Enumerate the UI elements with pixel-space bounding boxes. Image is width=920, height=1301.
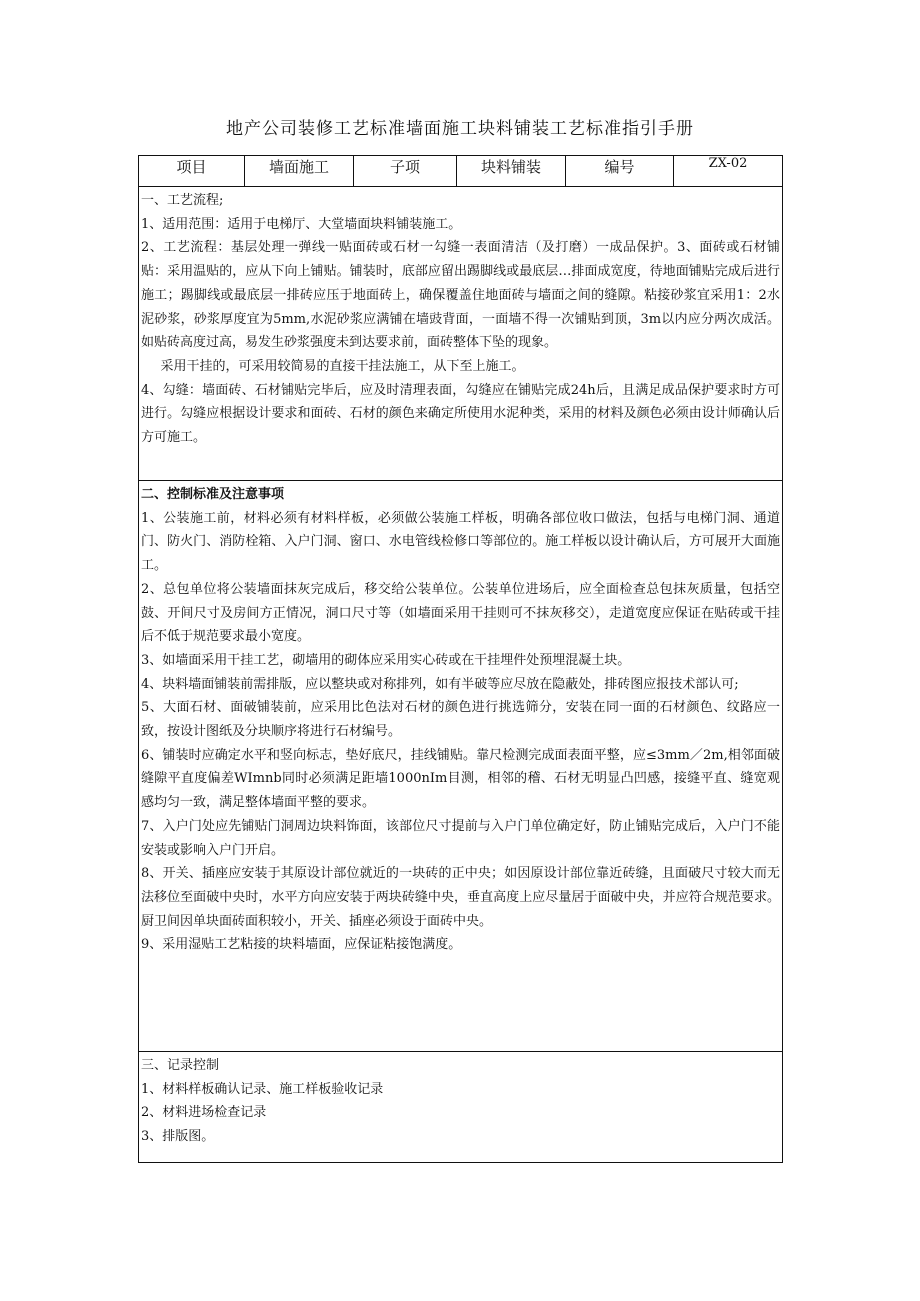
standard-table [138, 155, 783, 1163]
record-item: 1、材料样板确认记录、施工样板验收记录 [141, 1081, 384, 1097]
header-project-value: 墙面施工 [245, 156, 354, 187]
control-item: 3、如墙面采用干挂工艺，砌墙用的砌体应采用实心砖或在干挂埋件处预埋混凝土块。 [141, 652, 631, 668]
header-subitem-value: 块料铺装 [457, 156, 566, 187]
section-control-row [139, 481, 783, 1052]
section-process [139, 187, 783, 481]
section-process-row [139, 187, 783, 481]
header-project-label: 项目 [139, 156, 245, 187]
control-item: 9、采用湿贴工艺粘接的块料墙面，应保证粘接饱满度。 [141, 937, 462, 953]
control-item: 4、块料墙面铺装前需排版，应以整块或对称排列，如有半破等应尽放在隐蔽处，排砖图应报技术部认可; [141, 676, 739, 692]
section-control [139, 481, 783, 1052]
control-item: 8、开关、插座应安装于其原设计部位就近的一块砖的正中央；如因原设计部位靠近砖缝，且面破尺寸较大而无法移位至面破中央时，水平方向应安装于两块砖缝中央，垂直高度上应尽量居于面破中央，并应符合规范要求。厨卫间因单块面砖面积较小，开关、插座必须设于面砖中央。 [141, 866, 780, 929]
record-item: 2、材料进场检查记录 [141, 1105, 267, 1121]
header-code-label: 编号 [566, 156, 674, 187]
section-control-heading: 二、控制标准及注意事项 [141, 487, 285, 502]
process-dry-hang: 采用干挂的，可采用较简易的直接干挂法施工，从下至上施工。 [160, 358, 525, 374]
header-subitem-label: 子项 [354, 156, 457, 187]
process-flow: 2、工艺流程：基层处理一弹线一贴面砖或石材一勾缝一表面清洁（及打磨）一成品保护。3、面砖或石材铺贴：采用温贴的，应从下向上铺贴。铺装时，底部应留出踢脚线或最底层…排面成宽度，待地面铺贴完成后进行施工；踢脚线或最底层一排砖应压于地面砖上，确保覆盖住地面砖与墙面之间的缝隙。粘接砂浆宜采用1：2水泥砂浆，砂浆厚度宜为5mm,水泥砂浆应满铺在墙豉背面，一面墙不得一次铺贴到顶，3m以内应分两次成活。如贴砖高度过高，易发生砂浆强度未到达要求前，面砖整体下坠的现象。 [141, 240, 780, 351]
section-process-heading: 一、工艺流程; [141, 193, 224, 208]
control-item: 5、大面石材、面破铺装前，应采用比色法对石材的颜色进行挑选筛分，安装在同一面的石材颜色、纹路应一致，按设计图纸及分块顺序将进行石材编号。 [141, 700, 780, 740]
process-jointing: 4、勾缝：墙面砖、石材铺贴完毕后，应及时清理表面，勾缝应在铺贴完成24h后，且满足成品保护要求时方可进行。勾缝应根据设计要求和面砖、石材的颜色来确定所使用水泥种类，采用的材料及颜色必须由设计师确认后方可施工。 [141, 382, 780, 446]
section-record-heading: 三、记录控制 [141, 1058, 220, 1073]
control-item: 6、铺装时应确定水平和竖向标志，垫好底尺，挂线铺贴。靠尺检测完成面表面平整，应≤3mm／2m,相邻面破缝隙平直度偏差WImnb同时必须满足距墙1000nIm目测，相邻的稽、石材无明显凸凹感，接缝平直、缝宽观感均匀一致，满足整体墙面平整的要求。 [141, 747, 780, 811]
record-item: 3、排版图。 [141, 1129, 215, 1145]
control-item: 7、入户门处应先铺贴门洞周边块料饰面，该部位尺寸提前与入户门单位确定好，防止铺贴完成后，入户门不能安装或影响入户门开启。 [141, 818, 780, 858]
header-code-value: ZX-02 [674, 156, 783, 187]
control-item: 2、总包单位将公装墙面抹灰完成后，移交给公装单位。公装单位进场后，应全面检查总包抹灰质量，包括空鼓、开间尺寸及房间方正情况，洞口尺寸等（如墙面采用干挂则可不抹灰移交），走道宽度应保证在贴砖或干挂后不低于规范要求最小宽度。 [141, 581, 780, 645]
control-item: 1、公装施工前，材料必须有材料样板，必须做公装施工样板，明确各部位收口做法，包括与电梯门洞、通道门、防火门、消防栓箱、入户门洞、窗口、水电管线检修口等部位的。施工样板以设计确认后，方可展开大面施工。 [141, 510, 780, 574]
header-row [139, 156, 783, 187]
section-record-row [139, 1052, 783, 1163]
process-scope: 1、适用范围：适用于电梯厅、大堂墙面块料铺装施工。 [141, 216, 462, 232]
section-record [139, 1052, 783, 1163]
document-title: 地产公司装修工艺标准墙面施工块料铺装工艺标准指引手册 [226, 119, 694, 139]
